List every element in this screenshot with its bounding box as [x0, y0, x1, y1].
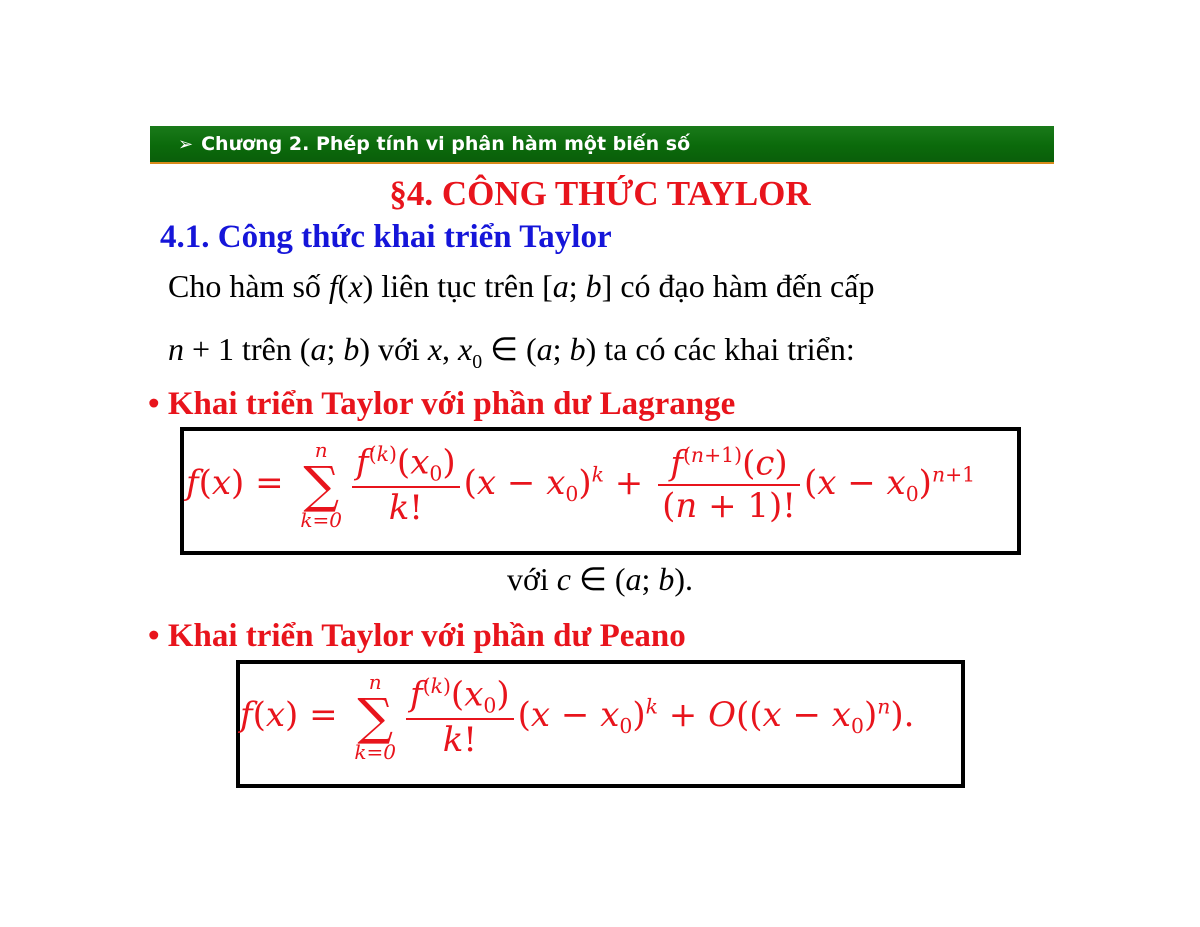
peano-heading-text: Khai triển Taylor với phần dư Peano [167, 618, 686, 654]
section-title: §4. CÔNG THỨC TAYLOR [389, 174, 811, 213]
intro-text: liên tục trên [373, 268, 543, 304]
math-fx: f [328, 268, 338, 304]
intro-text: Cho hàm số [168, 268, 329, 304]
chapter-banner [150, 126, 1054, 164]
intro-text: trên [234, 331, 300, 367]
intro-text: ta có các khai triển: [596, 331, 855, 367]
lagrange-heading [148, 386, 735, 423]
arrow-bullet-icon: ➢ [178, 133, 194, 155]
bullet-icon: • [148, 618, 160, 654]
lagrange-heading-text: Khai triển Taylor với phần dư Lagrange [167, 386, 736, 422]
subsection-title: 4.1. Công thức khai triển Taylor [160, 219, 612, 255]
intro-line-1: Cho hàm số f(x) liên tục trên [a; b] có đạo hàm đến cấp [168, 268, 875, 304]
peano-heading [148, 618, 686, 655]
intro-line-2: n + 1 trên (a; b) với x, $x_0$ ∈ (a; b) ta có các khai triển: [168, 331, 855, 373]
condition-text: với [506, 561, 557, 597]
intro-text: với [370, 331, 428, 367]
chapter-title: Chương 2. Phép tính vi phân hàm một biến số [201, 133, 691, 155]
lagrange-condition: với c ∈ (a; b). [506, 561, 694, 597]
summation-symbol: n ∑ k=0 [300, 438, 343, 532]
intro-text: có đạo hàm đến cấp [612, 268, 875, 304]
bullet-icon: • [148, 386, 160, 422]
summation-symbol: n ∑ k=0 [354, 670, 397, 764]
lagrange-formula: f(x) = n ∑ k=0 $\frac{f^{(k)}(x_0)}{k!}$ $(x - x_0)^k$ + $\frac{f^{(n+1)}(c)}{(n + 1)!}$ $(x - x_0)^{n+1}$ [186, 438, 976, 532]
peano-formula: f(x) = n ∑ k=0 $\frac{f^{(k)}(x_0)}{k!}$ $(x - x_0)^k + O((x - x_0)^n)$. [240, 670, 915, 764]
